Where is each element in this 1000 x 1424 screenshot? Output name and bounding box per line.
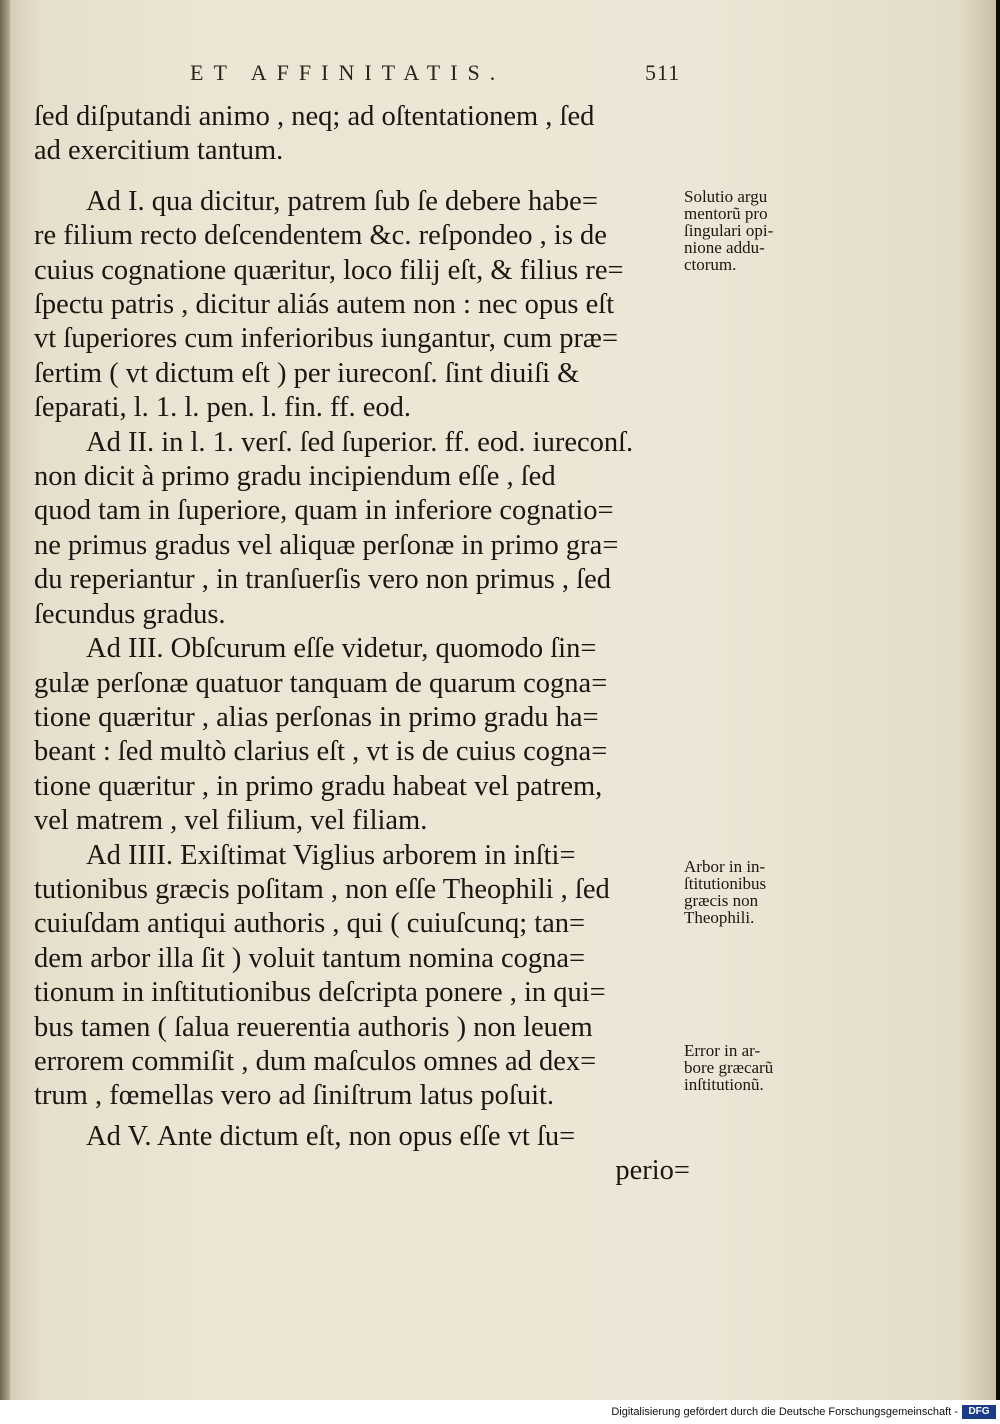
paragraph-1 — [34, 100, 690, 169]
text-line: quod tam in ſuperiore, quam in inferiore cognatio= — [34, 495, 614, 527]
text-line: ſertim ( vt dictum eſt ) per iureconſ. ſint diuiſi & — [34, 357, 580, 389]
paragraph-ad-4 — [34, 839, 690, 1114]
text-line: bus tamen ( ſalua reuerentia authoris ) non leuem — [34, 1011, 593, 1043]
note-line: græcis non — [684, 891, 759, 910]
catchword: perio= — [615, 1155, 690, 1187]
text-line: ſeparati, l. 1. l. pen. l. fin. ff. eod. — [34, 392, 411, 424]
text-line: trum , fœmellas vero ad ſiniſtrum latus poſuit. — [34, 1080, 555, 1112]
text-line: ſed diſputandi animo , neq; ad oſtentationem , ſed — [34, 101, 595, 132]
text-line: re filium recto deſcendentem &c. reſpondeo , is de — [34, 220, 607, 252]
note-line: inſtitutionũ. — [684, 1075, 764, 1094]
text-line: dem arbor illa ſit ) voluit tantum nomina cogna= — [34, 942, 586, 974]
note-line: Solutio argu — [684, 187, 768, 206]
text-line: du reperiantur , in tranſuerſis vero non primus , ſed — [34, 564, 611, 596]
note-line: Theophili. — [684, 908, 755, 927]
note-line: bore græcarũ — [684, 1058, 774, 1077]
margin-note-arbor — [684, 858, 819, 926]
note-line: Arbor in in- — [684, 857, 766, 876]
dfg-logo: DFG — [962, 1405, 996, 1419]
text-line: beant : ſed multò clarius eſt , vt is de cuius cogna= — [34, 736, 608, 768]
text-line: tutionibus græcis poſitam , non eſſe Theophili , ſed — [34, 873, 610, 905]
text-line: errorem commiſit , dum maſculos omnes ad dex= — [34, 1045, 597, 1077]
text-line: tione quæritur , alias perſonas in primo gradu ha= — [34, 701, 599, 733]
paragraph-ad-2 — [34, 426, 690, 632]
text-line: Ad V. Ante dictum eſt, non opus eſſe vt ſu= — [86, 1120, 576, 1152]
funding-note: Digitalisierung gefördert durch die Deutsche Forschungsgemeinschaft - — [611, 1406, 958, 1418]
text-line: ne primus gradus vel aliquæ perſonæ in primo gra= — [34, 529, 619, 561]
text-line: cuiuſdam antiqui authoris , qui ( cuiuſcunq; tan= — [34, 908, 586, 940]
page-number: 511 — [645, 60, 681, 85]
spine-shadow — [0, 0, 10, 1400]
text-line: ad exercitium tantum. — [34, 135, 284, 167]
footer-bar — [0, 1400, 1000, 1424]
text-line: Ad IIII. Exiſtimat Viglius arborem in inſti= — [86, 839, 576, 871]
note-line: ctorum. — [684, 255, 737, 274]
text-line: tione quæritur , in primo gradu habeat vel patrem, — [34, 770, 603, 802]
note-line: nione addu- — [684, 238, 765, 257]
text-line: cuius cognatione quæritur, loco filij eſt, & filius re= — [34, 254, 624, 286]
margin-note-solutio — [684, 188, 819, 273]
text-line: non dicit à primo gradu incipiendum eſſe , ſed — [34, 461, 556, 493]
margin-note-error — [684, 1042, 819, 1093]
text-line: ſecundus gradus. — [34, 598, 226, 630]
text-line: gulæ perſonæ quatuor tanquam de quarum cogna= — [34, 667, 608, 699]
text-line: vel matrem , vel filium, vel filiam. — [34, 805, 428, 837]
paragraph-ad-3 — [34, 632, 690, 838]
main-text — [34, 100, 690, 1189]
paragraph-ad-1 — [34, 185, 690, 426]
text-line: Ad II. in l. 1. verſ. ſed ſuperior. ff. eod. iureconſ. — [86, 426, 634, 458]
note-line: mentorũ pro — [684, 204, 768, 223]
note-line: ſtitutionibus — [684, 874, 767, 893]
note-line: Error in ar- — [684, 1041, 761, 1060]
running-head-title: ET AFFINITATIS. — [190, 60, 506, 85]
text-line: tionum in inſtitutionibus deſcripta ponere , in qui= — [34, 977, 606, 1009]
running-head — [190, 60, 710, 86]
text-line: Ad III. Obſcurum eſſe videtur, quomodo ſin= — [86, 633, 597, 665]
note-line: ſingulari opi- — [684, 221, 774, 240]
paragraph-ad-5 — [34, 1120, 690, 1189]
text-line: Ad I. qua dicitur, patrem ſub ſe debere habe= — [86, 185, 598, 217]
text-line: ſpectu patris , dicitur aliás autem non : nec opus eſt — [34, 289, 615, 321]
text-line: vt ſuperiores cum inferioribus iungantur, cum præ= — [34, 323, 619, 355]
